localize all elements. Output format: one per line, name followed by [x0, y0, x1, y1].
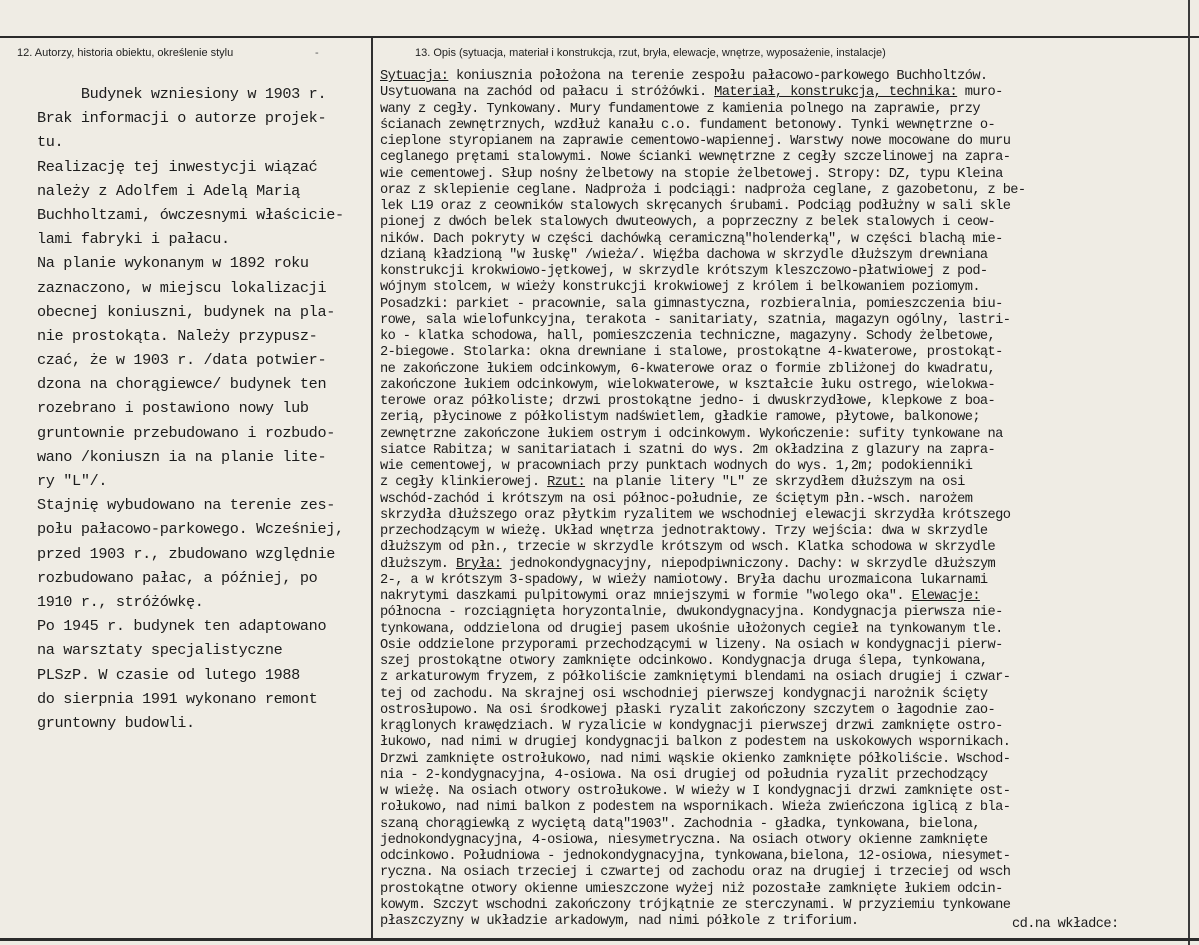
description-line	[380, 768, 1190, 784]
description-line	[380, 703, 1190, 719]
description-text: odcinkowo. Południowa - jednokondygnacyjna, tynkowana,bielona, 12-osiowa, niesymet-	[380, 849, 1011, 864]
history-line: przed 1903 r., zbudowano względnie	[37, 544, 335, 563]
description-line	[380, 118, 1190, 134]
description-line	[380, 622, 1190, 638]
column-divider	[371, 38, 373, 938]
description-line	[380, 69, 1190, 85]
description-text: koniusznia położona na terenie zespołu pałacowo-parkowego Buchholtzów.	[448, 69, 988, 84]
description-line	[380, 670, 1190, 686]
section-keyword: Rzut:	[547, 475, 586, 491]
description-line	[380, 248, 1190, 264]
description-line	[380, 687, 1190, 703]
description-line	[380, 654, 1190, 670]
description-text: Drzwi zamknięte ostrołukowo, nad nimi wąskie okienko zamknięte półkoliście. Wschod-	[380, 751, 1011, 767]
description-text: rołukowo, nad nimi balkon z podestem na wspornikach. Wieża zwieńczona iglicą z bla-	[380, 800, 1011, 816]
description-line	[380, 85, 1190, 101]
description-text: z arkaturowym fryzem, z półkoliście zamkniętymi blendami na osiach drugiej i czwar-	[380, 670, 1011, 686]
description-line	[380, 898, 1190, 914]
description-text: krąglonych krawędziach. W ryzalicie w kondygnacji pierwszej drzwi zamknięte ostro-	[380, 719, 1003, 734]
history-line: gruntowny budowli.	[37, 713, 195, 732]
description-line	[380, 378, 1190, 394]
description-text: jednokondygnacyjna, 4-osiowa, niesymetryczna. Na osiach otwory okienne zamknięte	[380, 832, 988, 848]
description-line	[380, 573, 1190, 589]
history-line: Stajnię wybudowano na terenie zes-	[37, 496, 335, 515]
description-line	[380, 833, 1190, 849]
description-text: ostrosłupowo. Na osi środkowej płaski ryzalit zakończony szczytem o łagodnie zao-	[380, 702, 996, 718]
description-text: siatce Rabitza; w sanitariatach i szatni do wys. 2m okładzina z glazury na zapra-	[380, 442, 996, 458]
continuation-note: cd.na wkładce:	[1012, 917, 1119, 932]
description-line	[380, 167, 1190, 183]
description-line	[380, 215, 1190, 231]
history-line: nie prostokąta. Należy przypusz-	[37, 326, 318, 345]
description-text: jednokondygnacyjny, niepodpiwniczony. Dachy: w skrzydle dłuższym	[501, 556, 996, 572]
history-line: Na planie wykonanym w 1892 roku	[37, 254, 309, 273]
description-line	[380, 492, 1190, 508]
description-text: kowym. Szczyt wschodni zakończony trójkątnie ze sterczynami. W przyziemiu tynkowane	[380, 897, 1011, 913]
description-text: ko - klatka schodowa, hall, pomieszczenia techniczne, magazyny. Schody żelbetowe,	[380, 329, 996, 344]
description-line	[380, 102, 1190, 118]
history-line: Po 1945 r. budynek ten adaptowano	[37, 617, 327, 636]
description-text: wie cementowej, w pracowniach przy punktach wodnych do wys. 1,2m; podokienniki	[380, 459, 973, 474]
description-line	[380, 817, 1190, 833]
history-line: Buchholtzami, ówczesnymi właścicie-	[37, 205, 344, 224]
description-text: 2-biegowe. Stolarka: okna drewniane i stalowe, prostokątne 4-kwaterowe, prostokąt-	[380, 345, 1003, 361]
description-line	[380, 280, 1190, 296]
description-text: łukowo, nad nimi w drugiej kondygnacji balkon z podestem na uskokowych wspornikach.	[380, 735, 1011, 751]
description-text: konstrukcji krokwiowo-jętkowej, w skrzydle krótszym kleszczowo-płatwiowej z pod-	[380, 264, 988, 279]
description-line	[380, 150, 1190, 166]
description-line	[380, 232, 1190, 248]
description-line	[380, 362, 1190, 378]
history-line: należy z Adolfem i Adelą Marią	[37, 181, 300, 200]
description-text: Posadzki: parkiet - pracownie, sala gimnastyczna, rozbieralnia, pomieszczenia biu-	[380, 296, 1003, 312]
history-line: do sierpnia 1991 wykonano remont	[37, 689, 318, 708]
history-line: Brak informacji o autorze projek-	[37, 109, 327, 128]
description-text: tej od zachodu. Na skrajnej osi wschodniej pierwszej kondygnacji narożnik ścięty	[380, 686, 988, 702]
description-text: wschód-zachód i krótszym na osi północ-południe, ze ściętym płn.-wsch. narożem	[380, 491, 973, 507]
description-line	[380, 345, 1190, 361]
description-text: płaszczyzny w układzie arkadowym, nad nimi półkole z triforium.	[380, 914, 859, 929]
description-text: rowe, sala wielofunkcyjna, terakota - sanitariaty, szatnia, magazyn ogólny, lastri-	[380, 312, 1011, 328]
description-line	[380, 540, 1190, 556]
description-text: w wieżę. Na osiach otwory ostrołukowe. W wieży w I kondygnacji drzwi zamknięte ost-	[380, 784, 1011, 799]
description-line	[380, 394, 1190, 410]
description-line	[380, 719, 1190, 735]
description-line	[380, 882, 1190, 898]
description-text: pionej z dwóch belek stalowych dwuteowych, a poprzeczny z belek stalowych i ceow-	[380, 215, 996, 231]
description-text-column	[380, 69, 1190, 930]
header-dash-mark: -	[315, 47, 319, 59]
description-line	[380, 410, 1190, 426]
history-line: 1910 r., stróżówkę.	[37, 592, 204, 611]
description-text: północna - rozciągnięta horyzontalnie, dwukondygnacyjna. Kondygnacja pierwsza nie-	[380, 605, 1003, 621]
history-line: dzona na chorągiewce/ budynek ten	[37, 375, 327, 394]
section-keyword: Sytuacja:	[380, 69, 449, 84]
history-line: Budynek wzniesiony w 1903 r.	[37, 85, 327, 103]
description-line	[380, 638, 1190, 654]
history-line: gruntownie przebudowano i rozbudo-	[37, 423, 335, 442]
description-text: wany z cegły. Tynkowany. Mury fundamentowe z kamienia polnego na zaprawie, przy	[380, 101, 980, 117]
description-text: muro-	[957, 85, 1003, 101]
description-text: na planie litery "L" ze skrzydłem dłuższym na osi	[585, 475, 965, 491]
section-12-heading: 12. Autorzy, historia obiektu, określenie stylu	[17, 47, 234, 59]
history-line: połu pałacowo-parkowego. Wcześniej,	[37, 520, 344, 539]
description-text: tynkowana, oddzielona od drugiej pasem ukośnie ułożonych cegieł na tynkowanym tle.	[380, 621, 1003, 637]
description-text: ne zakończone łukiem odcinkowym, 6-kwaterowe oraz o formie zbliżonej do kwadratu,	[380, 361, 996, 377]
description-text: zerią, płycinowe z półkolistym nadświetlem, gładkie ramowe, płytowe, balkonowe;	[380, 410, 980, 426]
description-text: nakrytymi daszkami pulpitowymi oraz mniejszymi w formie "wolego oka".	[380, 589, 912, 604]
history-line: Realizację tej inwestycji wiązać	[37, 157, 318, 176]
history-line: wano /koniuszn ia na planie lite-	[37, 447, 327, 466]
description-text: dzianą kładzioną "w łuskę" /wieża/. Więźba dachowa w skrzydle dłuższym drewniana	[380, 247, 988, 263]
section-keyword: Bryła:	[455, 556, 502, 572]
description-line	[380, 313, 1190, 329]
description-text: wójnym stolcem, w wieży konstrukcji krokwiowej z królem i belkowaniem poziomym.	[380, 280, 980, 296]
history-line: tu.	[37, 133, 64, 152]
section-keyword: Materiał, konstrukcja, technika:	[714, 85, 958, 101]
description-text: ceglanego prętami stalowymi. Nowe ścianki wewnętrzne z cegły szczelinowej na zapra-	[380, 150, 1011, 166]
description-text: oraz z sklepienie ceglane. Nadproża i podciągi: nadproża ceglane, z gazobetonu, z be-	[380, 182, 1026, 198]
description-line	[380, 264, 1190, 280]
history-line: czać, że w 1903 r. /data potwier-	[37, 351, 327, 370]
description-line	[380, 557, 1190, 573]
description-text: dłuższym od płn., trzecie w skrzydle krótszym od wsch. Klatka schodowa w skrzydle	[380, 540, 996, 556]
history-line: lami fabryki i pałacu.	[37, 230, 230, 249]
history-line: ry "L"/.	[37, 472, 108, 490]
description-text: 2-, a w krótszym 3-spadowy, w wieży namiotowy. Bryła dachu urozmaicona lukarnami	[380, 572, 988, 588]
history-line: PLSzP. W czasie od lutego 1988	[37, 665, 300, 684]
history-line: zaznaczono, w miejscu lokalizacji	[37, 278, 327, 297]
top-rule	[0, 36, 1199, 38]
description-text: wie cementowej. Słup nośny żelbetowy na stopie żelbetowej. Stropy: DZ, typu Kleina	[380, 166, 1003, 182]
description-text: terowe oraz półkoliste; drzwi prostokątne jedno- i dwuskrzydłowe, klepkowe z boa-	[380, 394, 996, 409]
description-text: ścianach zewnętrznych, wzdłuż kanału c.o. fundament betonowy. Tynki wewnętrzne o-	[380, 117, 996, 133]
description-line	[380, 459, 1190, 475]
description-text: Osie oddzielone przyporami przechodzącymi w lizeny. Na osiach w kondygnacji pierw-	[380, 637, 1003, 653]
bottom-rule	[0, 938, 1199, 941]
description-text: przechodzącym w wieżę. Układ wnętrza jednotraktowy. Trzy wejścia: dwa w skrzydle	[380, 524, 988, 539]
section-keyword: Elewacje:	[911, 589, 980, 604]
description-text: zewnętrzne zakończone łukiem ostrym i odcinkowym. Wykończenie: sufity tynkowane na	[380, 426, 1003, 442]
description-line	[380, 784, 1190, 800]
description-line	[380, 183, 1190, 199]
description-line	[380, 475, 1190, 491]
history-line: rozbudowano pałac, a później, po	[37, 568, 318, 587]
description-text: skrzydła dłuższego oraz płytkim ryzalitem we wschodniej elewacji skrzydła krótszego	[380, 507, 1011, 523]
description-line	[380, 427, 1190, 443]
description-line	[380, 199, 1190, 215]
description-text: cieplone styropianem na zaprawie cementowo-wapiennej. Warstwy nowe mocowane do muru	[380, 134, 1011, 149]
description-line	[380, 329, 1190, 345]
description-text: Usytuowana na zachód od pałacu i stróżówki.	[380, 85, 715, 101]
description-line	[380, 443, 1190, 459]
description-text: szej prostokątne otwory zamknięte odcinkowo. Kondygnacja druga ślepa, tynkowana,	[380, 654, 988, 669]
description-line	[380, 589, 1190, 605]
description-text: ników. Dach pokryty w części dachówką ceramiczną"holenderką", w części blachą mie-	[380, 231, 1003, 247]
description-text: prostokątne otwory okienne umieszczone wyżej niż pozostałe zamknięte łukiem odcin-	[380, 881, 1003, 897]
description-line	[380, 524, 1190, 540]
description-line	[380, 735, 1190, 751]
description-line	[380, 605, 1190, 621]
description-line	[380, 865, 1190, 881]
description-line	[380, 849, 1190, 865]
history-line: na warsztaty specjalistyczne	[37, 641, 283, 660]
description-line	[380, 752, 1190, 768]
description-line	[380, 508, 1190, 524]
description-text: dłuższym.	[380, 556, 456, 572]
description-line	[380, 800, 1190, 816]
description-line	[380, 297, 1190, 313]
description-text: z cegły klinkierowej.	[380, 475, 548, 491]
section-13-heading: 13. Opis (sytuacja, materiał i konstrukcja, rzut, bryła, elewacje, wnętrze, wyposażenie, instalacje)	[415, 47, 886, 59]
description-line	[380, 134, 1190, 150]
description-text: szaną chorągiewką z wyciętą datą"1903". Zachodnia - gładka, tynkowana, bielona,	[380, 816, 980, 832]
history-line: obecnej koniuszni, budynek na pla-	[37, 302, 335, 321]
description-text: lek L19 oraz z ceowników stalowych skręcanych śrubami. Podciąg podłużny w sali skle	[380, 199, 1011, 214]
description-text: ryczna. Na osiach trzeciej i czwartej od zachodu oraz na drugiej i trzeciej od wsch	[380, 865, 1011, 881]
description-text: nia - 2-kondygnacyjna, 4-osiowa. Na osi drugiej od południa ryzalit przechodzący	[380, 767, 988, 783]
history-line: rozebrano i postawiono nowy lub	[37, 399, 309, 418]
history-text-column	[37, 82, 369, 735]
description-text: zakończone łukiem odcinkowym, wielokwaterowe, w kształcie łuku ostrego, wielokwa-	[380, 377, 996, 393]
